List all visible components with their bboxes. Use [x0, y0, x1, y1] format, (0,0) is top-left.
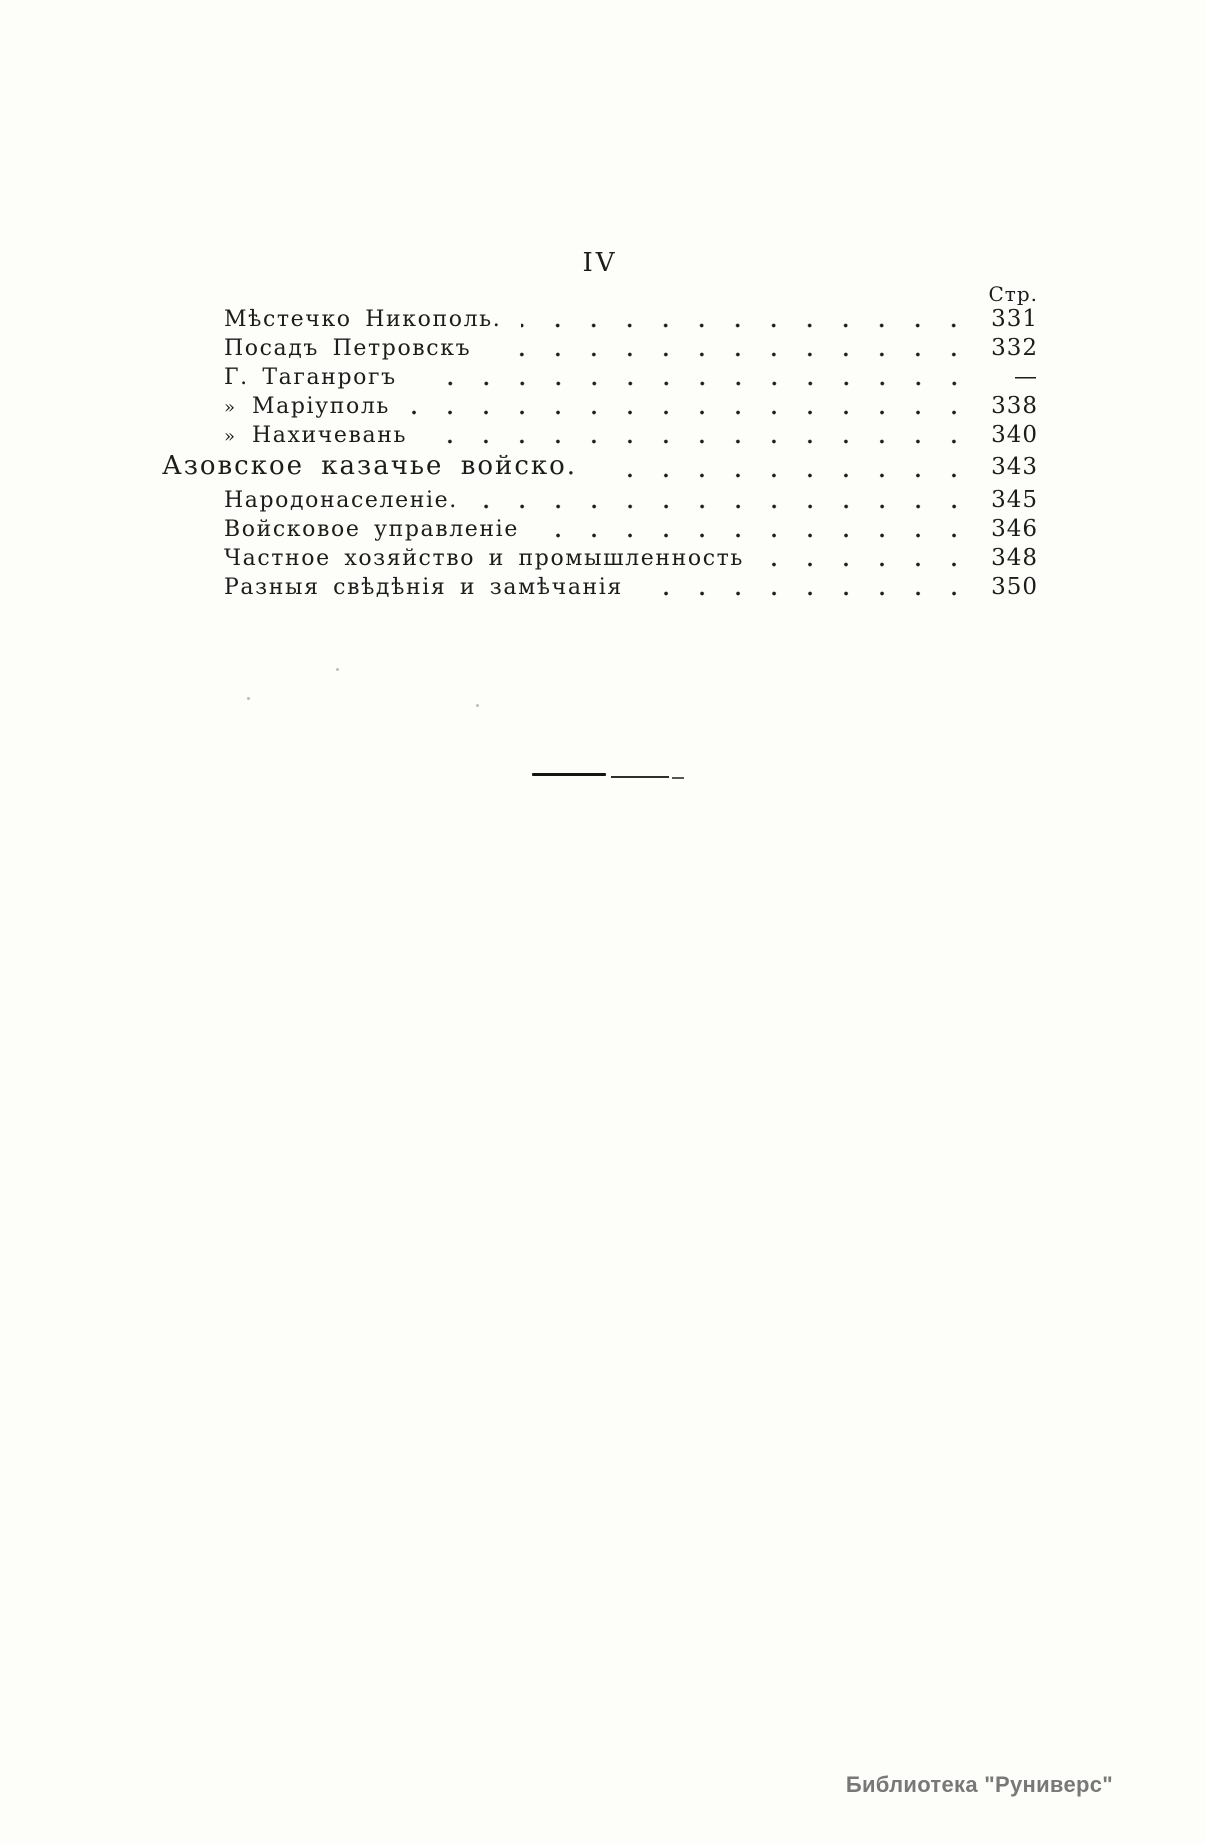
toc-entry-prefix: » [224, 397, 237, 418]
divider-rule [532, 773, 606, 776]
toc-entry-label: Азовское казачье войско. [162, 451, 578, 481]
scan-speck [476, 704, 479, 707]
toc-entry-page: 343 [991, 454, 1038, 480]
toc-entry [162, 307, 501, 332]
dot-leader [478, 487, 972, 516]
toc-entry-page: 345 [991, 487, 1038, 513]
divider-rule [611, 776, 669, 778]
dot-leader [539, 516, 972, 545]
toc-entry-prefix: » [224, 426, 237, 447]
library-watermark: Библиотека "Руниверс" [845, 1772, 1113, 1797]
toc-entry-page: 338 [991, 393, 1038, 419]
toc-entry-label: Посадъ Петровскъ [224, 336, 472, 361]
toc-row [162, 364, 1038, 393]
toc-row [162, 574, 1038, 603]
toc-entry [162, 423, 407, 448]
dot-leader [643, 574, 972, 603]
toc-entry [162, 365, 397, 390]
toc-entry [162, 575, 623, 600]
dot-leader [410, 393, 972, 422]
toc-entry-label: Разныя свѣдѣнія и замѣчанія [224, 575, 623, 600]
toc-entry [162, 546, 744, 571]
page-number: IV [582, 248, 618, 278]
toc-list [162, 306, 1038, 603]
toc-entry [162, 336, 471, 361]
scan-speck [336, 668, 339, 671]
toc-row [162, 487, 1038, 516]
toc-row [162, 516, 1038, 545]
scan-speck [247, 697, 250, 700]
toc-entry-page: — [1014, 364, 1038, 390]
toc-entry-page: 331 [991, 306, 1038, 332]
dot-leader [764, 545, 972, 574]
dot-leader [521, 306, 972, 335]
dot-leader [427, 422, 972, 451]
dot-leader [597, 451, 972, 487]
toc-entry-label: Частное хозяйство и промышленность [224, 546, 745, 571]
dot-leader [491, 335, 972, 364]
page-column-header: Стр. [988, 282, 1038, 306]
toc-entry-label: Нахичевань [252, 423, 408, 448]
toc-row [162, 545, 1038, 574]
toc-entry-label: Народонаселеніе. [224, 488, 458, 513]
toc-row [162, 422, 1038, 451]
toc-entry-label: Маріуполь [252, 394, 390, 419]
divider-rule [672, 777, 684, 779]
toc-entry-label: Мѣстечко Никополь. [224, 307, 502, 332]
toc-entry-page: 348 [991, 545, 1038, 571]
toc-entry-label: Войсковое управленіе [224, 517, 519, 542]
toc-entry-page: 340 [991, 422, 1038, 448]
toc-entry-page: 332 [991, 335, 1038, 361]
toc-entry [162, 517, 519, 542]
toc-row [162, 451, 1038, 487]
toc-entry-label: Г. Таганрогъ [224, 365, 397, 390]
dot-leader [417, 364, 972, 393]
toc-entry [162, 451, 577, 481]
toc-row [162, 335, 1038, 364]
toc-entry [162, 394, 390, 419]
toc-entry-page: 350 [991, 574, 1038, 600]
toc-entry-page: 346 [991, 516, 1038, 542]
toc-row [162, 306, 1038, 335]
toc-entry [162, 488, 458, 513]
toc-row [162, 393, 1038, 422]
